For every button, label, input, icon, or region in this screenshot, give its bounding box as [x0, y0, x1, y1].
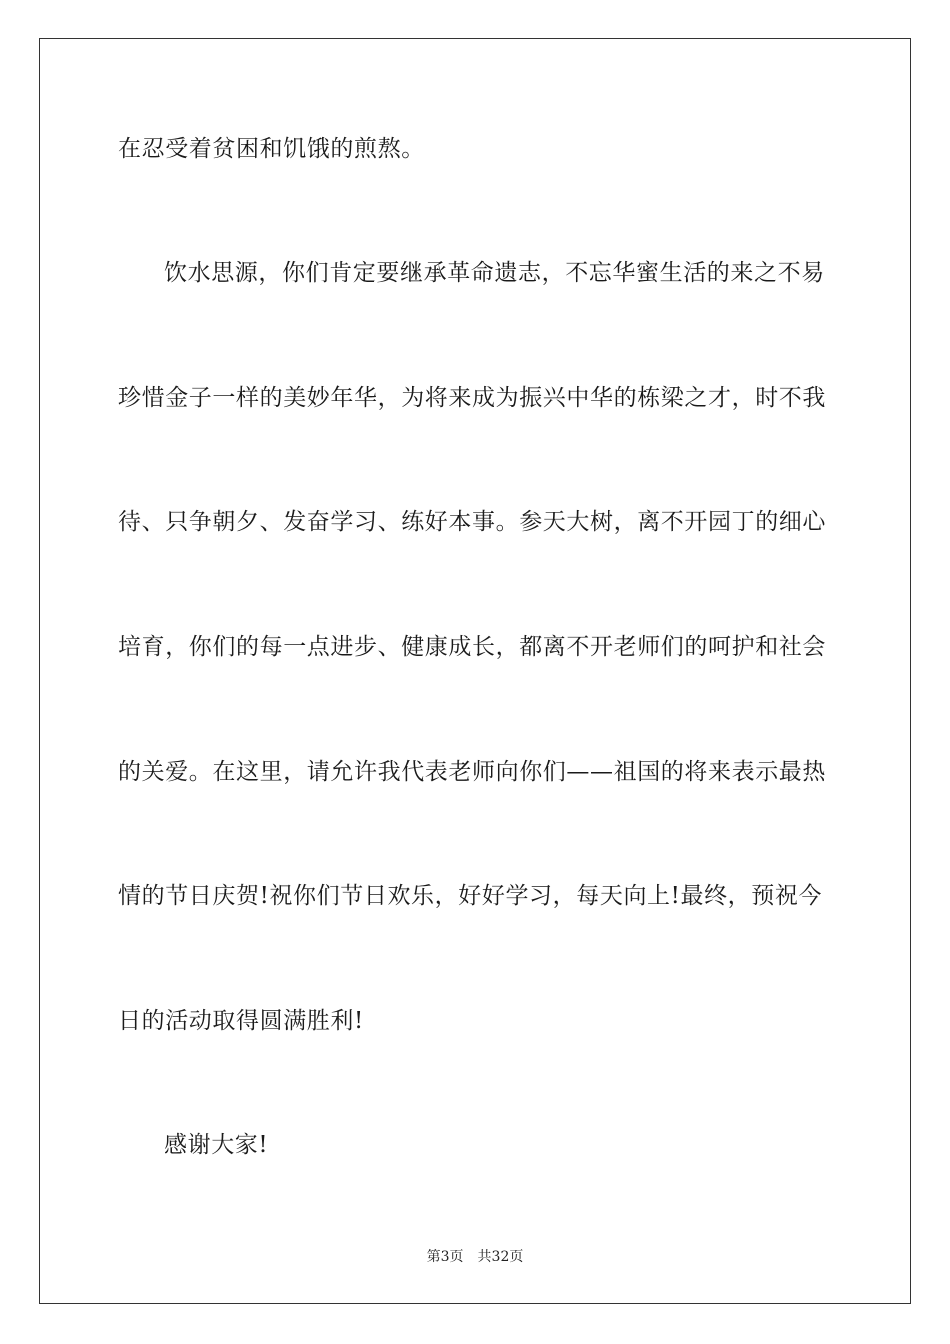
text-line: 情的节日庆贺!祝你们节日欢乐，好好学习，每天向上!最终，预祝今 — [118, 883, 823, 909]
text-line: 的关爱。在这里，请允许我代表老师向你们——祖国的将来表示最热 — [118, 759, 826, 785]
text-line: 在忍受着贫困和饥饿的煎熬。 — [118, 136, 425, 162]
text-line: 日的活动取得圆满胜利! — [118, 1008, 364, 1034]
page-footer — [0, 1248, 950, 1266]
page-border — [39, 38, 911, 1304]
text-line: 饮水思源，你们肯定要继承革命遗志，不忘华蜜生活的来之不易 — [164, 260, 825, 286]
text-line: 待、只争朝夕、发奋学习、练好本事。参天大树，离不开园丁的细心 — [118, 509, 826, 535]
text-line: 感谢大家! — [164, 1132, 269, 1158]
page-number: 第3页 — [426, 1249, 464, 1265]
page-total: 共32页 — [477, 1249, 524, 1265]
text-line: 培育，你们的每一点进步、健康成长，都离不开老师们的呵护和社会 — [118, 634, 826, 660]
text-line: 珍惜金子一样的美妙年华，为将来成为振兴中华的栋梁之才，时不我 — [118, 385, 826, 411]
